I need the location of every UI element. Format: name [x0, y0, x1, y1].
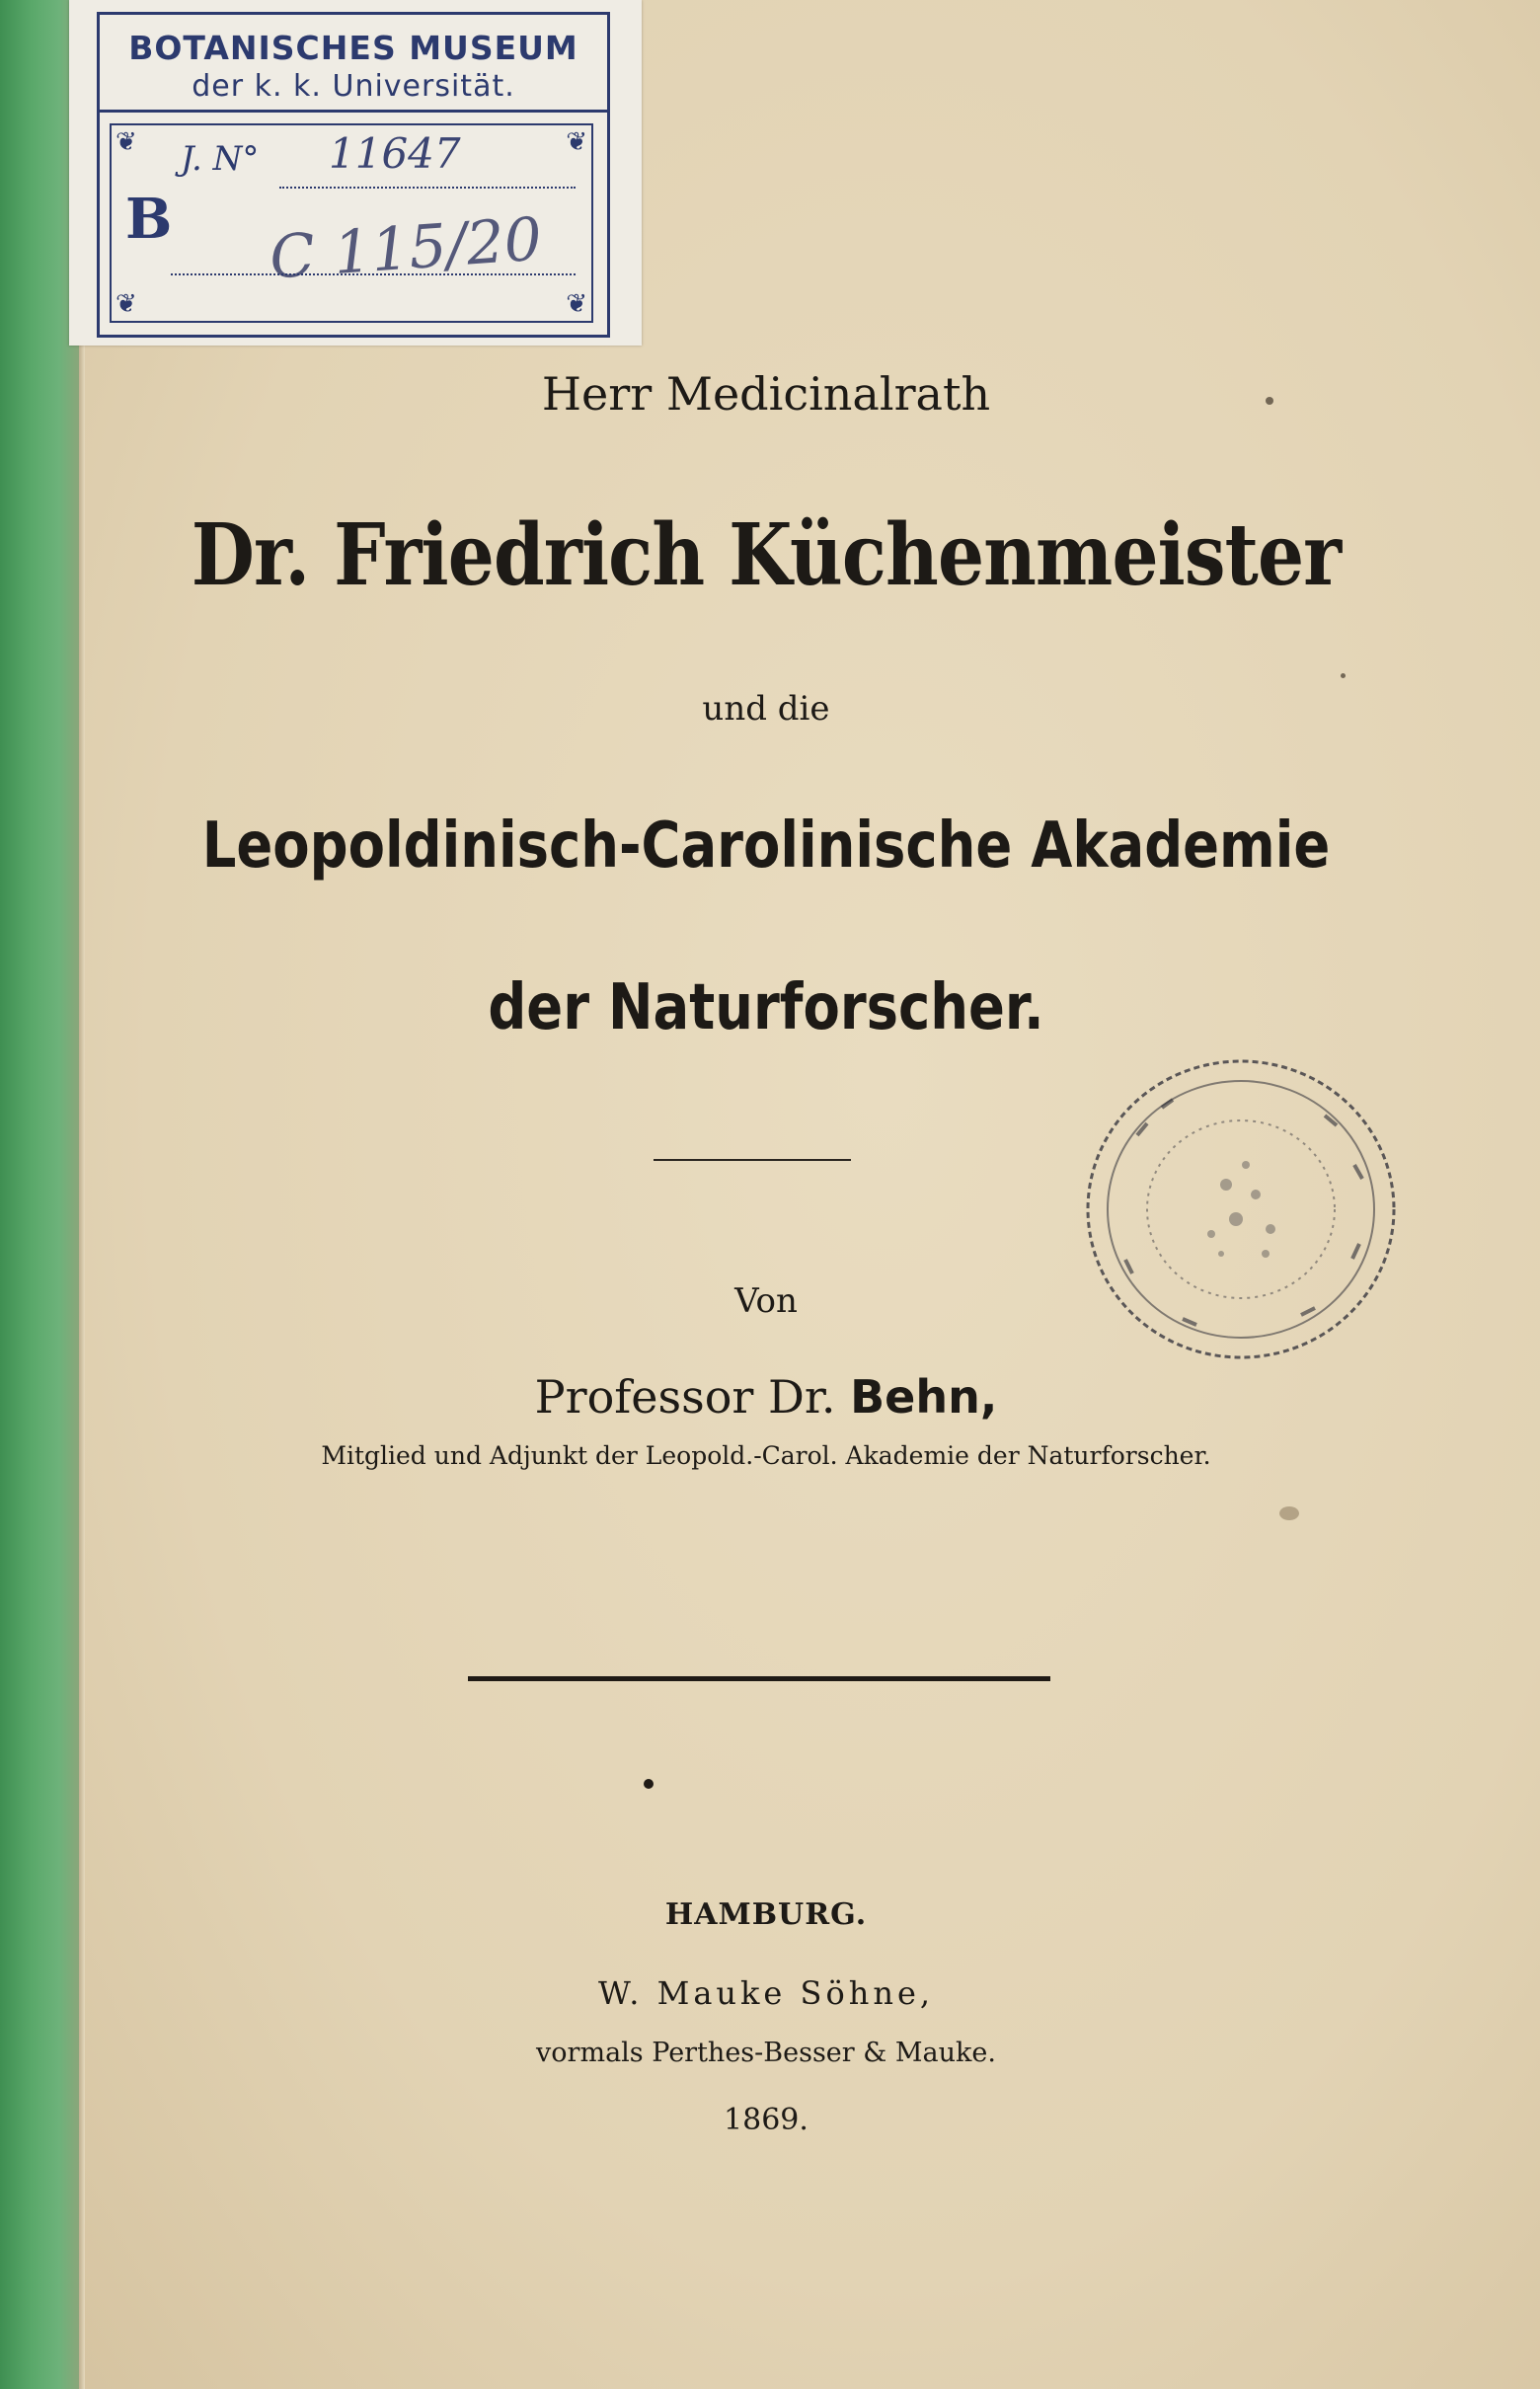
- title-herr: Herr Medicinalrath: [541, 367, 991, 421]
- ornament-dot: [644, 1779, 654, 1789]
- paper-speck: [1266, 397, 1273, 405]
- title-naturforscher: der Naturforscher.: [488, 971, 1044, 1044]
- label-frame: [110, 123, 593, 323]
- title-akademie: Leopoldinisch-Carolinische Akademie: [201, 809, 1331, 883]
- green-spine: [0, 0, 79, 2389]
- label-number: 11647: [329, 129, 461, 178]
- imprint-publisher: W. Mauke Söhne,: [597, 1974, 935, 2012]
- ornament-icon: ❦: [566, 127, 587, 157]
- label-museum-name: BOTANISCHES MUSEUM: [128, 29, 578, 67]
- title-und: und die: [702, 689, 830, 729]
- label-letter: B: [125, 187, 173, 252]
- thick-divider: [468, 1676, 1050, 1681]
- library-seal-stamp: [1078, 1046, 1404, 1372]
- ornament-icon: ❦: [566, 289, 587, 319]
- ornament-icon: ❦: [116, 289, 137, 319]
- imprint-city: HAMBURG.: [664, 1897, 868, 1932]
- label-border: [97, 12, 610, 338]
- short-divider: [654, 1159, 851, 1161]
- label-university: der k. k. Universität.: [192, 69, 515, 104]
- author-line: [85, 1370, 1447, 1424]
- ornament-icon: ❦: [116, 127, 137, 157]
- author-von: Von: [734, 1281, 798, 1321]
- author-name: Behn,: [850, 1370, 998, 1424]
- label-header: [100, 15, 607, 113]
- museum-label: [69, 0, 642, 346]
- label-shelfmark: C 115/20: [267, 204, 545, 293]
- label-number-prefix: J. N°: [181, 139, 260, 179]
- spine-shadow: [79, 0, 85, 2389]
- author-affiliation: Mitglied und Adjunkt der Leopold.-Carol. Akademie der Naturforscher.: [321, 1441, 1211, 1470]
- author-prefix: Professor Dr.: [534, 1370, 836, 1424]
- paper-speck: [1279, 1506, 1299, 1520]
- imprint-year: 1869.: [724, 2103, 808, 2137]
- title-name: Dr. Friedrich Küchenmeister: [191, 505, 1342, 605]
- label-dotted-line: [171, 273, 576, 275]
- paper-speck: [1341, 673, 1346, 678]
- label-dotted-line: [279, 187, 576, 189]
- imprint-former: vormals Perthes-Besser & Mauke.: [536, 2038, 996, 2068]
